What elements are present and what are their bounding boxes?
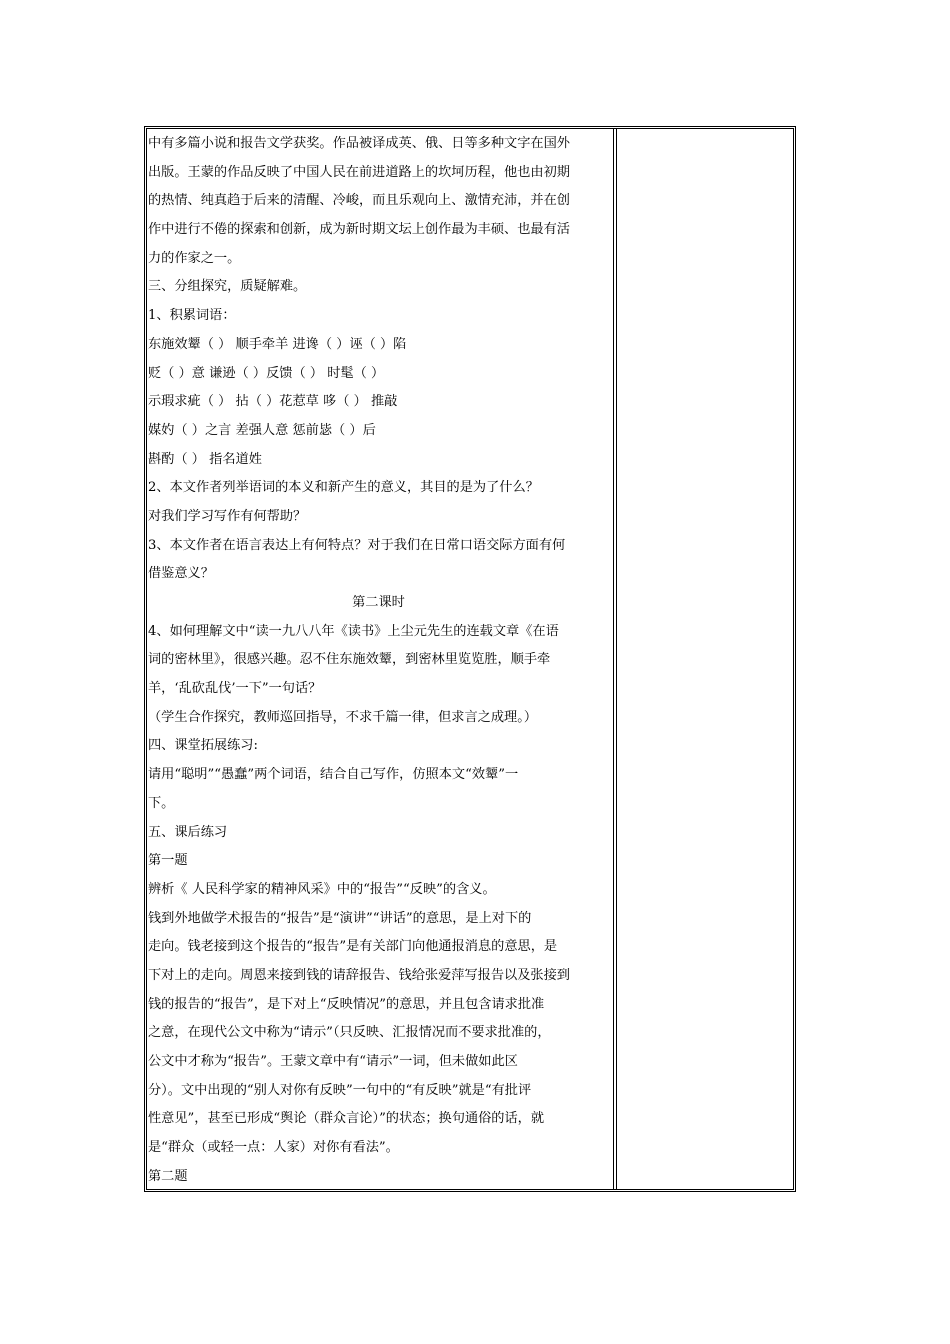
text-line: 钱的报告的“报告”，是下对上“反映情况”的意思，并且包含请求批准 (148, 996, 545, 1012)
text-line: （学生合作探究，教师巡回指导，不求千篇一律，但求言之成理。） (148, 709, 538, 725)
text-line: 请用“聪明”“愚蠢”两个词语，结合自己写作，仿照本文“效颦”一 (148, 767, 519, 783)
section-heading: 三、分组探究，质疑解难。 (148, 279, 307, 295)
lesson-period-heading: 第二课时 (352, 595, 405, 610)
vocab-line: 贬（ ）意 谦逊（ ）反馈（ ） 时髦（ ） (148, 365, 385, 381)
lesson-table (144, 126, 796, 1192)
text-line: 下。 (148, 795, 175, 811)
text-line: 羊，‘乱砍乱伐’一下”一句话？ (148, 681, 322, 697)
text-line: 2、本文作者列举语词的本义和新产生的意义，其目的是为了什么？ (148, 480, 539, 496)
text-line: 中有多篇小说和报告文学获奖。作品被译成英、俄、日等多种文字在国外 (148, 136, 570, 151)
text-line: 之意，在现代公文中称为“请示”（只反映、汇报情况而不要求批准的， (148, 1025, 551, 1041)
text-line: 4、如何理解文中“读一九八八年《读书》上尘元先生的连载文章《在语 (148, 623, 559, 639)
text-line: 借鉴意义？ (148, 566, 214, 582)
text-line: 的热情、纯真趋于后来的清醒、冷峻，而且乐观向上、激情充沛，并在创 (148, 193, 570, 209)
text-line: 性意见”，甚至已形成“舆论（群众言论）”的状态；换句通俗的话，就 (148, 1111, 545, 1127)
text-line: 钱到外地做学术报告的“报告”是“演讲”“讲话”的意思，是上对下的 (148, 910, 532, 926)
vocab-line: 东施效颦（ ） 顺手牵羊 进谗（ ）诬（ ）陷 (148, 336, 407, 352)
text-line: 作中进行不倦的探索和创新，成为新时期文坛上创作最为丰硕、也最有活 (148, 222, 570, 238)
vocab-line: 媒妁（ ）之言 差强人意 惩前毖（ ）后 (148, 422, 376, 438)
section-heading: 四、课堂拓展练习: (148, 738, 258, 754)
text-line: 公文中才称为“报告”。王蒙文章中有“请示”一词，但未做如此区 (148, 1054, 518, 1069)
text-line: 辨析《 人民科学家的精神风采》中的“报告”“反映”的含义。 (148, 881, 496, 897)
section-heading: 五、课后练习 (148, 824, 228, 840)
text-line: 走向。钱老接到这个报告的“报告”是有关部门向他通报消息的意思，是 (148, 939, 558, 955)
text-line: 1、积累词语： (148, 308, 236, 324)
lesson-content-cell (147, 129, 609, 1191)
text-line: 出版。王蒙的作品反映了中国人民在前进道路上的坎坷历程，他也由初期 (148, 164, 570, 180)
vocab-line: 示瑕求疵（ ） 拈（ ）花惹草 哆（ ） 推敲 (148, 394, 398, 410)
text-line: 对我们学习写作有何帮助？ (148, 508, 307, 524)
text-line: 是“群众（或轻一点：人家）对你有看法”。 (148, 1140, 399, 1156)
text-line: 分）。文中出现的“别人对你有反映”一句中的“有反映”就是“有批评 (148, 1082, 532, 1098)
notes-cell (617, 129, 793, 1189)
vocab-line: 斟酌（ ） 指名道姓 (148, 451, 262, 467)
text-line: 下对上的走向。周恩来接到钱的请辞报告、钱给张爱萍写报告以及张接到 (148, 967, 570, 983)
exercise-heading: 第一题 (148, 853, 188, 869)
text-line: 3、本文作者在语言表达上有何特点？对于我们在日常口语交际方面有何 (148, 537, 566, 553)
exercise-heading: 第二题 (148, 1168, 188, 1184)
text-line: 词的密林里》，很感兴趣。忍不住东施效颦，到密林里览览胜，顺手牵 (148, 652, 551, 668)
text-line: 力的作家之一。 (148, 250, 241, 266)
